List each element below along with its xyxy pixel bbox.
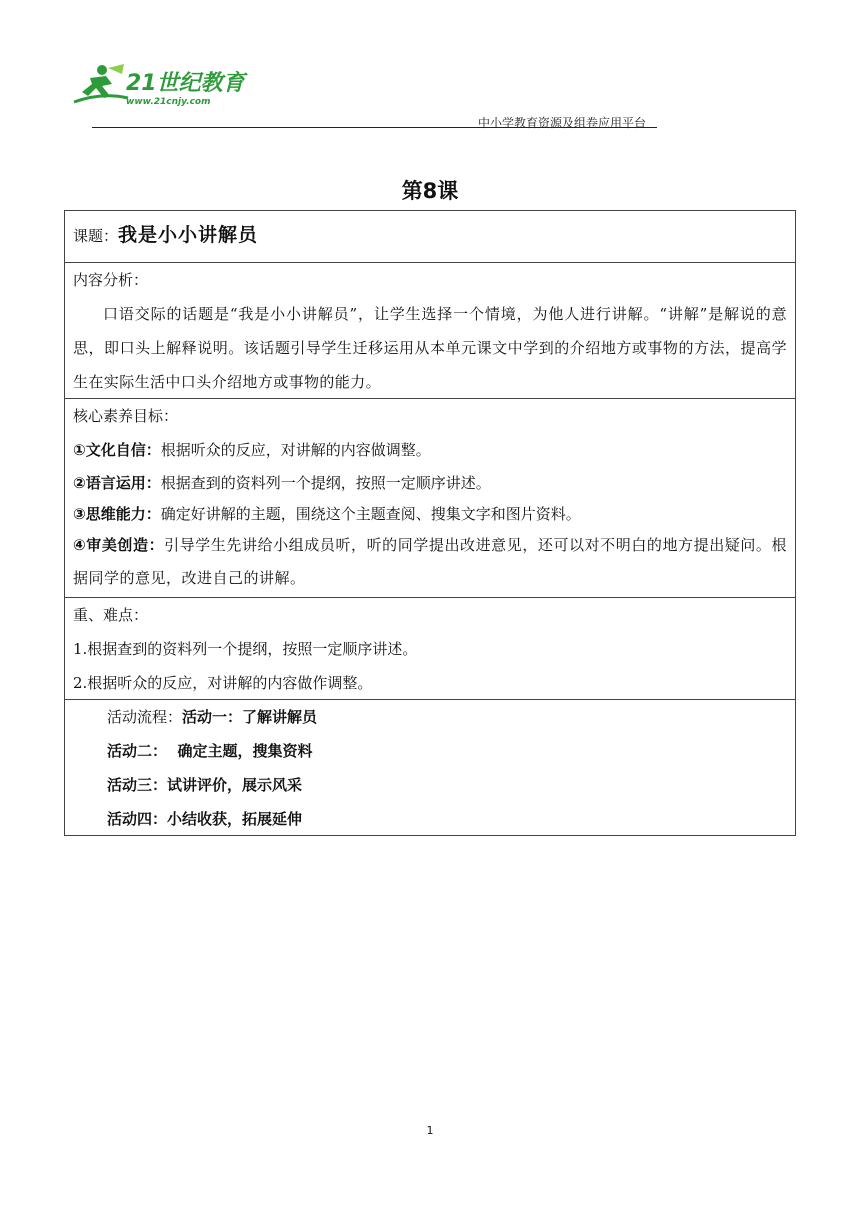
topic-row <box>65 211 795 262</box>
content-analysis-section <box>65 262 795 398</box>
key-points-section <box>65 597 795 699</box>
goal-item: ③思维能力：确定好讲解的主题，围绕这个主题查阅、搜集文字和图片资料。 <box>73 505 581 523</box>
core-goals-section <box>65 398 795 597</box>
key-points-heading: 重、难点： <box>73 606 149 624</box>
content-analysis-text: 口语交际的话题是“我是小小讲解员”，让学生选择一个情境，为他人进行讲解。“讲解”是解说的意思，即口头上解释说明。该话题引导学生迁移运用从本单元课文中学到的介绍地方或事物的方法，提高学生在实际生活中口头介绍地方或事物的能力。 <box>73 305 787 391</box>
header-divider <box>92 127 657 128</box>
goal-item: ④审美创造：引导学生先讲给小组成员听，听的同学提出改进意见，还可以对不明白的地方提出疑问。根据同学的意见，改进自己的讲解。 <box>73 536 787 587</box>
activities-section <box>65 699 795 835</box>
activities-label: 活动流程： <box>107 708 183 726</box>
lesson-title: 第8课 <box>401 179 459 203</box>
key-point-item: 1.根据查到的资料列一个提纲，按照一定顺序讲述。 <box>73 640 418 658</box>
svg-text:www.21cnjy.com: www.21cnjy.com <box>126 97 211 107</box>
platform-name: 中小学教育资源及组卷应用平台 <box>478 116 647 130</box>
activity-item: 活动四：小结收获，拓展延伸 <box>107 810 303 828</box>
activity-item: 活动流程：活动一：了解讲解员 <box>107 708 318 726</box>
page-number: 1 <box>426 1124 434 1137</box>
core-goals-heading: 核心素养目标： <box>73 407 179 425</box>
runner-icon <box>74 64 128 102</box>
topic-value: 我是小小讲解员 <box>118 224 259 246</box>
goal-item: ②语言运用：根据查到的资料列一个提纲，按照一定顺序讲述。 <box>73 474 491 492</box>
topic-label: 课题： <box>73 227 119 245</box>
content-analysis-heading: 内容分析： <box>73 271 149 289</box>
goal-item: ①文化自信：根据听众的反应，对讲解的内容做调整。 <box>73 441 431 459</box>
activity-item: 活动三：试讲评价，展示风采 <box>107 776 303 794</box>
activity-item: 活动二： 确定主题，搜集资料 <box>107 742 313 760</box>
site-logo <box>72 62 262 108</box>
lesson-table <box>64 210 796 836</box>
svg-text:21世纪教育: 21世纪教育 <box>126 71 245 96</box>
key-point-item: 2.根据听众的反应，对讲解的内容做作调整。 <box>73 674 373 692</box>
